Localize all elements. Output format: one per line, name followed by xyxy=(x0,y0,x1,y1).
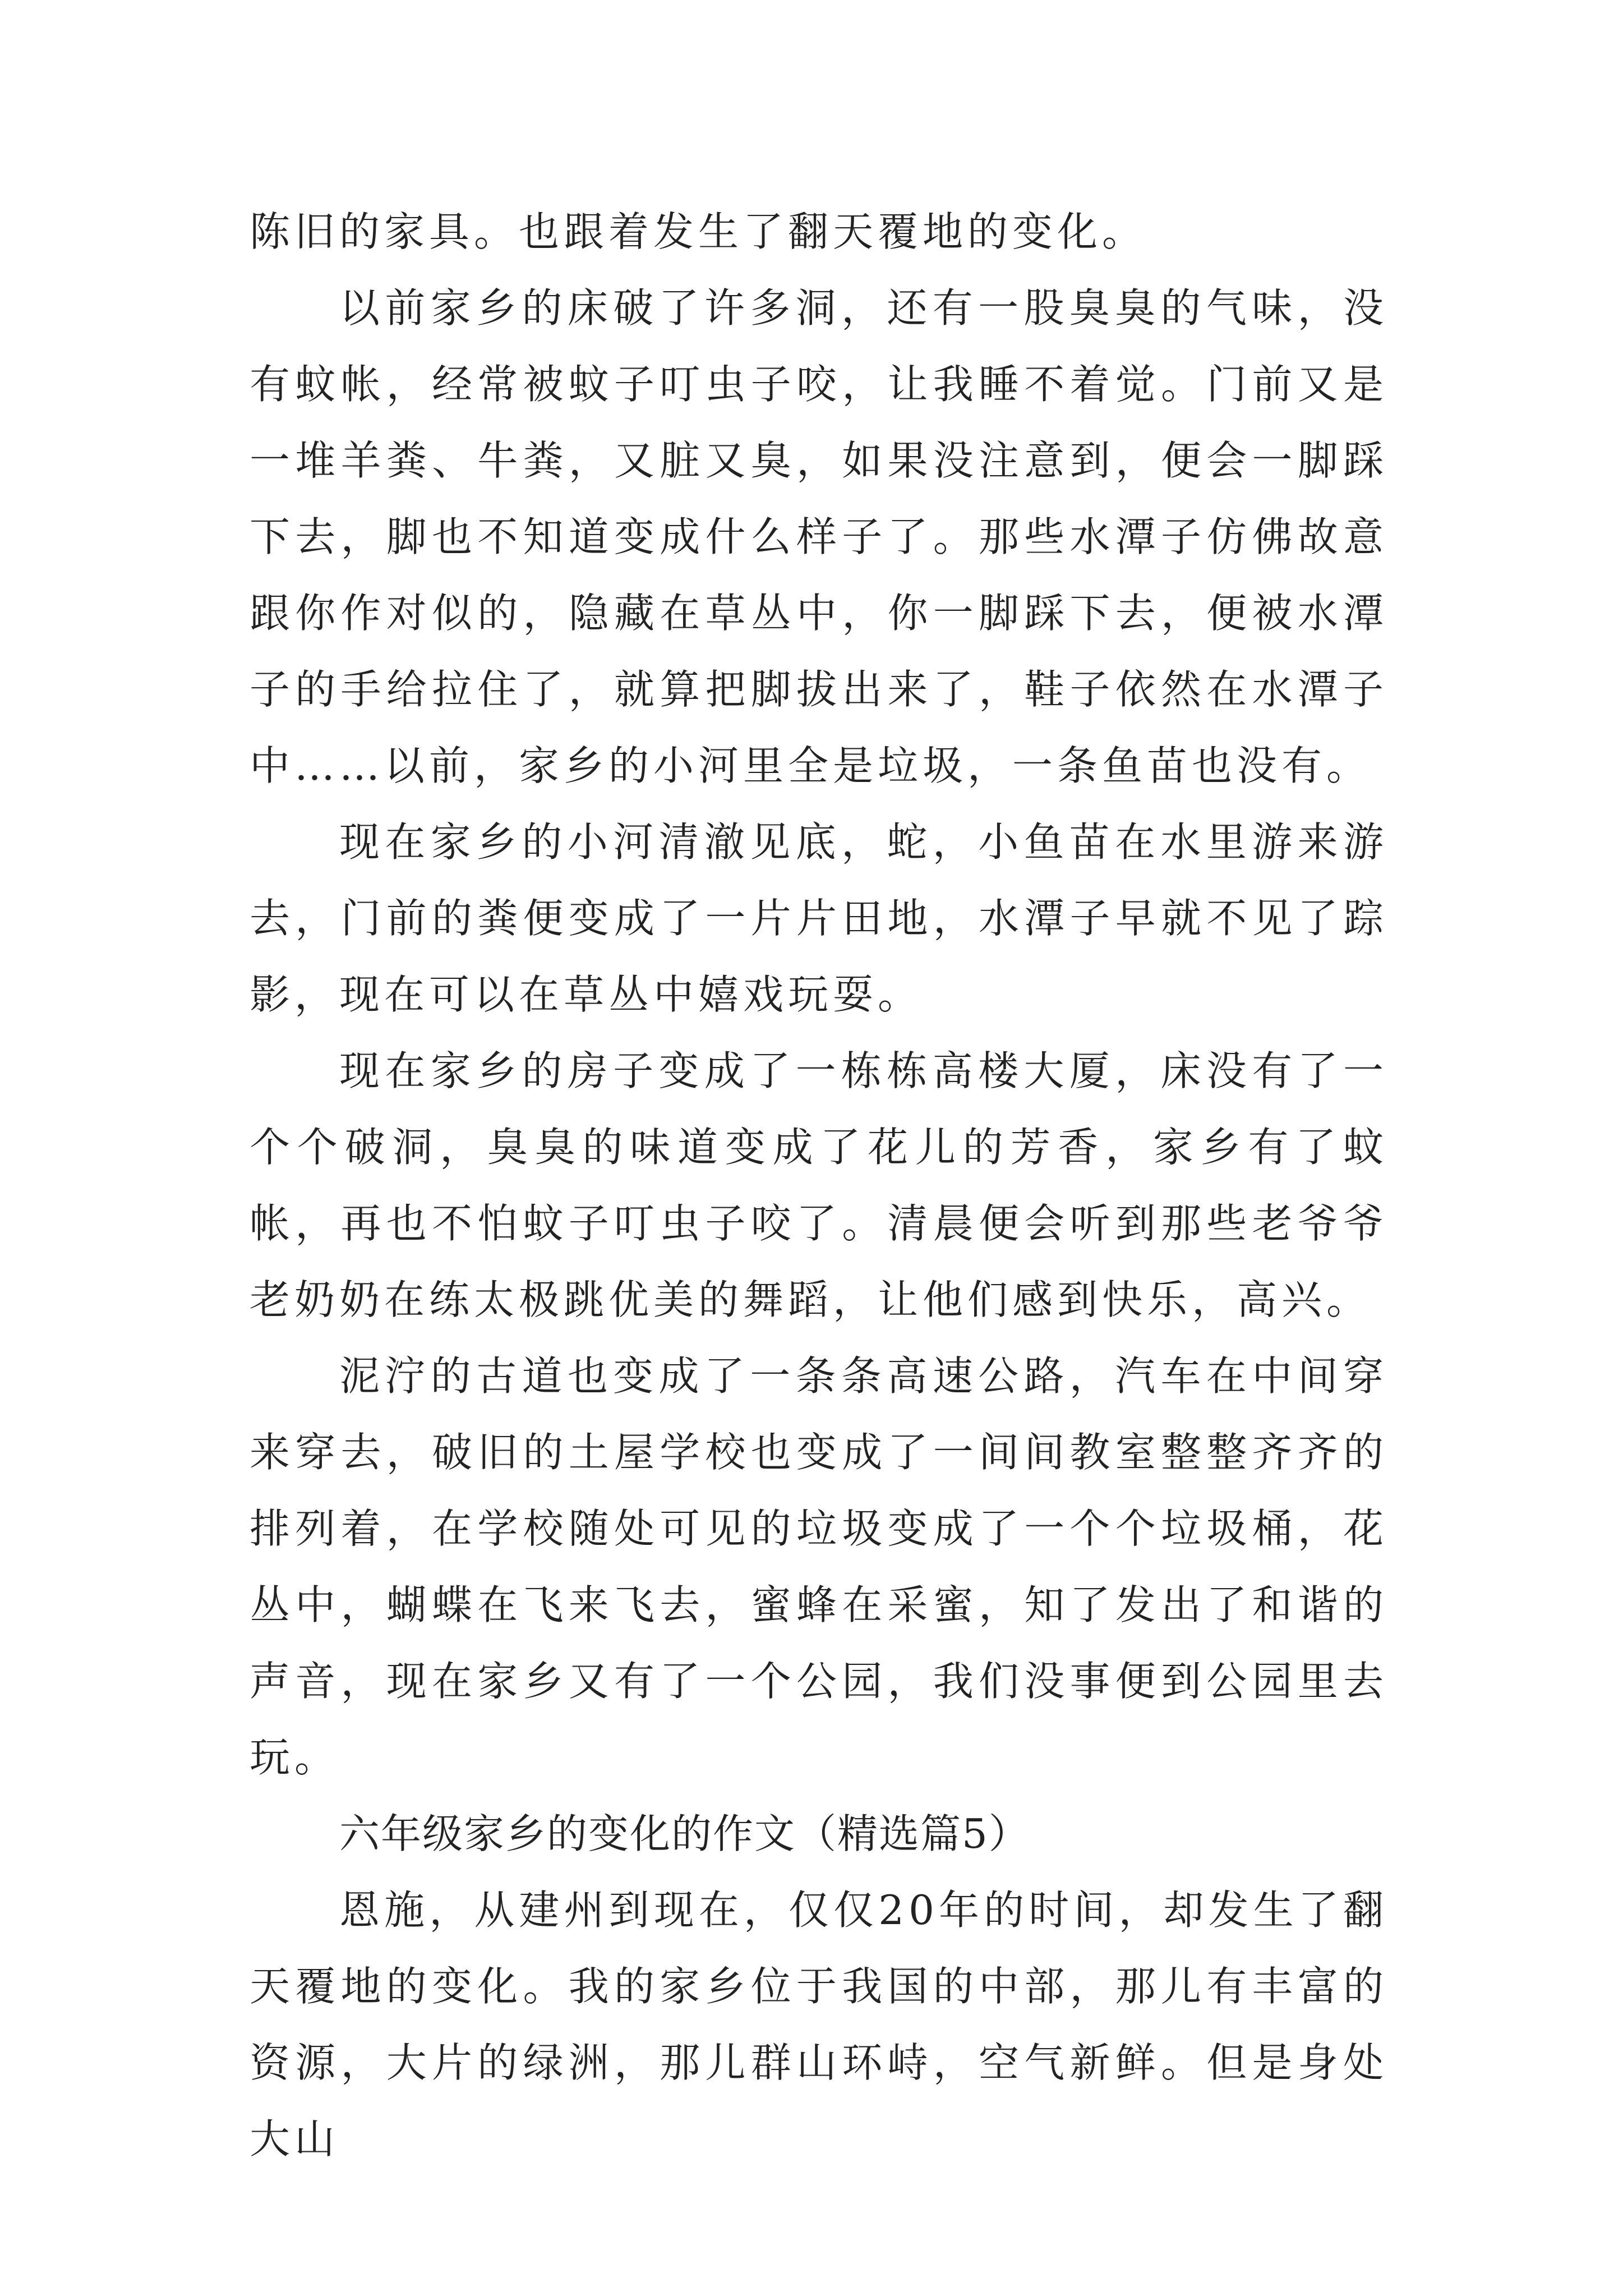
paragraph-houses-now: 现在家乡的房子变成了一栋栋高楼大厦，床没有了一个个破洞，臭臭的味道变成了花儿的芳香，家乡有了蚊帐，再也不怕蚊子叮虫子咬了。清晨便会听到那些老爷爷老奶奶在练太极跳优美的舞蹈，让他们感到快乐，高兴。 xyxy=(250,1047,1388,1323)
paragraph-continuation: 陈旧的家具。也跟着发生了翻天覆地的变化。 xyxy=(250,208,1147,255)
document-body xyxy=(250,194,1388,2177)
paragraph-river-now: 现在家乡的小河清澈见底，蛇，小鱼苗在水里游来游去，门前的粪便变成了一片片田地，水潭子早就不见了踪影，现在可以在草丛中嬉戏玩耍。 xyxy=(250,818,1388,1018)
paragraph-enshi: 恩施，从建州到现在，仅仅20年的时间，却发生了翻天覆地的变化。我的家乡位于我国的中部，那儿有丰富的资源，大片的绿洲，那儿群山环峙，空气新鲜。但是身处大山 xyxy=(250,1887,1388,2162)
section-heading: 六年级家乡的变化的作文（精选篇5） xyxy=(339,1810,1030,1857)
paragraph-roads-school: 泥泞的古道也变成了一条条高速公路，汽车在中间穿来穿去，破旧的土屋学校也变成了一间间教室整整齐齐的排列着，在学校随处可见的垃圾变成了一个个垃圾桶，花丛中，蝴蝶在飞来飞去，蜜蜂在采蜜，知了发出了和谐的声音，现在家乡又有了一个公园，我们没事便到公园里去玩。 xyxy=(250,1352,1388,1781)
paragraph-old-hometown: 以前家乡的床破了许多洞，还有一股臭臭的气味，没有蚊帐，经常被蚊子叮虫子咬，让我睡不着觉。门前又是一堆羊粪、牛粪，又脏又臭，如果没注意到，便会一脚踩下去，脚也不知道变成什么样子了。那些水潭子仿佛故意跟你作对似的，隐藏在草丛中，你一脚踩下去，便被水潭子的手给拉住了，就算把脚拔出来了，鞋子依然在水潭子中……以前，家乡的小河里全是垃圾，一条鱼苗也没有。 xyxy=(250,284,1388,789)
